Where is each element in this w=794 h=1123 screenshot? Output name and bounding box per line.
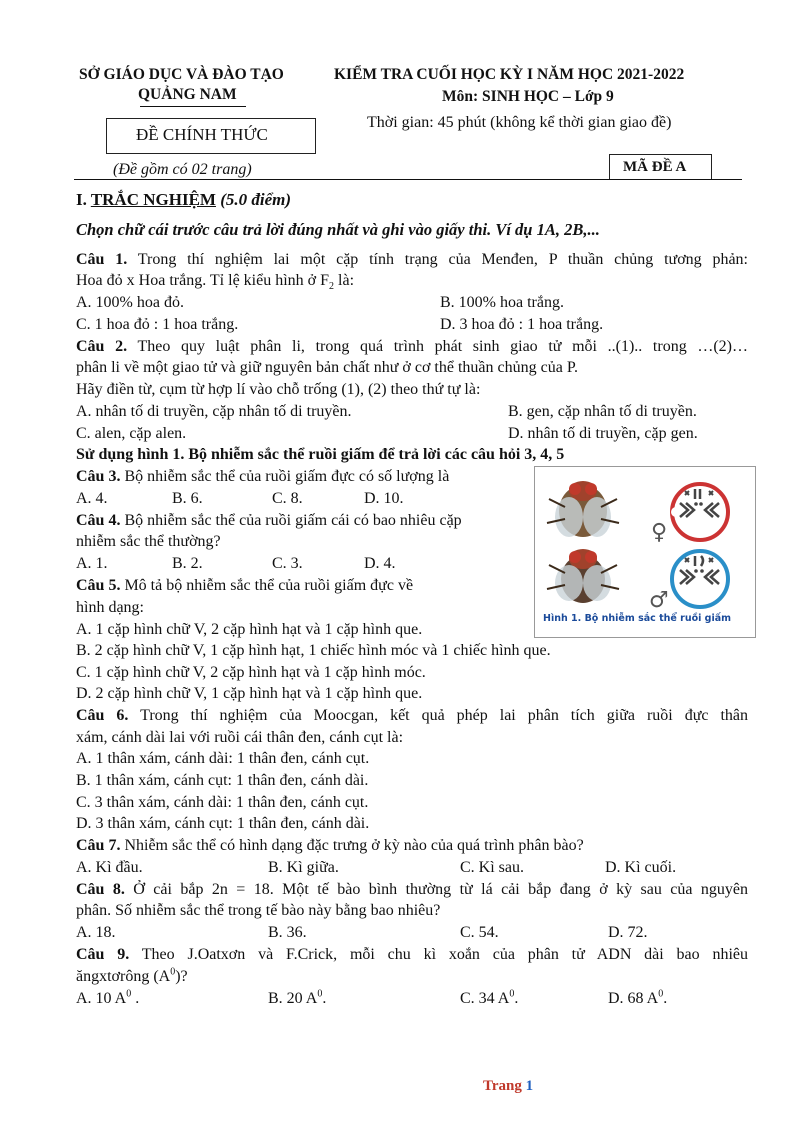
section-points: (5.0 điểm) xyxy=(215,190,292,209)
q9-option-d xyxy=(608,988,667,1009)
q1-option-c: C. 1 hoa đỏ : 1 hoa trắng. xyxy=(76,316,239,333)
q1-line1 xyxy=(76,249,748,270)
q3-option-b: B. 6. xyxy=(172,490,203,507)
q9-line2 xyxy=(76,966,188,987)
q9-a-sup: 0 xyxy=(126,988,132,1000)
q9-text: Theo J.Oatxơn và F.Crick, mỗi chu kì xoắn của phân tử ADN dài bao nhiêu xyxy=(129,946,749,963)
q7-line xyxy=(76,835,584,856)
figure-caption: Hình 1. Bộ nhiễm sắc thể ruồi giấm xyxy=(543,613,732,624)
dept-name: SỞ GIÁO DỤC VÀ ĐÀO TẠO xyxy=(79,66,284,83)
q9-b-end: . xyxy=(322,990,327,1007)
q5-option-b: B. 2 cặp hình chữ V, 1 cặp hình hạt, 1 chiếc hình móc và 1 chiếc hình que. xyxy=(76,642,551,659)
header-underline xyxy=(140,106,246,107)
q4-text: Bộ nhiễm sắc thể của ruồi giấm cái có bao nhiêu cặp xyxy=(120,512,462,529)
q9-d-end: . xyxy=(663,990,668,1007)
q2-line2: phân li về một giao tử và giữ nguyên bản chất như ở cơ thể thuần chủng của P. xyxy=(76,359,578,376)
q5-line2: hình dạng: xyxy=(76,599,144,616)
q5-line1 xyxy=(76,575,413,596)
q3-option-d: D. 10. xyxy=(364,490,404,507)
q7-option-a: A. Kì đầu. xyxy=(76,859,143,876)
q9-c-sup: 0 xyxy=(509,988,515,1000)
figure-intro: Sử dụng hình 1. Bộ nhiễm sắc thể ruồi giấm để trả lời các câu hỏi 3, 4, 5 xyxy=(76,446,565,463)
fly-chromosome-figure xyxy=(535,467,755,637)
province-name: QUẢNG NAM xyxy=(138,86,237,103)
instruction: Chọn chữ cái trước câu trả lời đúng nhất và ghi vào giấy thi. Ví dụ 1A, 2B,... xyxy=(76,220,600,239)
q2-option-c: C. alen, cặp alen. xyxy=(76,425,187,442)
q8-option-a: A. 18. xyxy=(76,924,116,941)
q4-option-d: D. 4. xyxy=(364,555,396,572)
exam-subject: Môn: SINH HỌC – Lớp 9 xyxy=(442,88,614,105)
q7-label: Câu 7. xyxy=(76,837,121,854)
header-rule xyxy=(74,179,742,180)
q2-text: Theo quy luật phân li, trong quá trình phát sinh giao tử mỗi ..(1).. trong …(2)… xyxy=(127,338,749,355)
section-title xyxy=(76,189,291,210)
q4-line1 xyxy=(76,510,462,531)
q1-line2 xyxy=(76,270,354,291)
q5-text: Mô tả bộ nhiễm sắc thể của ruồi giấm đực về xyxy=(120,577,414,594)
pages-note: (Đề gồm có 02 trang) xyxy=(113,161,252,178)
q3-label: Câu 3. xyxy=(76,468,121,485)
q8-option-b: B. 36. xyxy=(268,924,307,941)
q6-line1 xyxy=(76,705,748,726)
q9-c-text: C. 34 A xyxy=(460,990,510,1007)
q2-option-b: B. gen, cặp nhân tố di truyền. xyxy=(508,403,697,420)
female-symbol: ♀ xyxy=(651,520,668,545)
q8-text: Ở cải bắp 2n = 18. Một tế bào bình thường từ lá cải bắp đang ở kỳ sau của nguyên xyxy=(124,881,749,898)
page-number: 1 xyxy=(525,1078,534,1094)
section-prefix: I. xyxy=(76,190,91,209)
q6-text: Trong thí nghiệm của Moocgan, kết quả phép lai phân tích giữa ruồi đực thân xyxy=(128,707,748,724)
female-chromosome-set xyxy=(671,484,728,540)
q4-line2: nhiễm sắc thể thường? xyxy=(76,533,221,550)
q8-line1 xyxy=(76,879,748,900)
q2-label: Câu 2. xyxy=(76,338,128,355)
q9-c-end: . xyxy=(514,990,519,1007)
section-main: TRẮC NGHIỆM xyxy=(90,190,216,209)
q2-line3: Hãy điền từ, cụm từ hợp lí vào chỗ trống (1), (2) theo thứ tự là: xyxy=(76,381,481,398)
male-fly xyxy=(547,549,619,603)
q2-line1 xyxy=(76,336,748,357)
q7-text: Nhiễm sắc thể có hình dạng đặc trưng ở kỳ nào của quá trình phân bào? xyxy=(120,837,584,854)
q3-option-c: C. 8. xyxy=(272,490,303,507)
q5-option-c: C. 1 cặp hình chữ V, 2 cặp hình hạt và 1 cặp hình móc. xyxy=(76,664,426,681)
q2-option-a: A. nhân tố di truyền, cặp nhân tố di truyền. xyxy=(76,403,352,420)
q8-line2: phân. Số nhiễm sắc thể trong tế bào này bằng bao nhiêu? xyxy=(76,902,441,919)
q1-option-a: A. 100% hoa đỏ. xyxy=(76,294,184,311)
q9-b-text: B. 20 A xyxy=(268,990,318,1007)
q6-option-b: B. 1 thân xám, cánh cụt: 1 thân đen, cánh dài. xyxy=(76,772,369,789)
q1-option-b: B. 100% hoa trắng. xyxy=(440,294,564,311)
q7-option-c: C. Kì sau. xyxy=(460,859,524,876)
q5-option-d: D. 2 cặp hình chữ V, 1 cặp hình hạt và 1 cặp hình que. xyxy=(76,685,423,702)
official-label: ĐỀ CHÍNH THỨC xyxy=(136,125,268,144)
q1-line2-end: là: xyxy=(334,272,355,289)
page-footer xyxy=(483,1076,533,1097)
q8-option-c: C. 54. xyxy=(460,924,499,941)
q2-option-d: D. nhân tố di truyền, cặp gen. xyxy=(508,425,698,442)
q1-subscript: 2 xyxy=(329,281,335,293)
q4-option-b: B. 2. xyxy=(172,555,203,572)
q9-d-text: D. 68 A xyxy=(608,990,659,1007)
q7-option-b: B. Kì giữa. xyxy=(268,859,339,876)
q5-label: Câu 5. xyxy=(76,577,121,594)
page-word: Trang xyxy=(483,1078,522,1094)
q9-option-c xyxy=(460,988,518,1009)
q9-label: Câu 9. xyxy=(76,946,130,963)
q1-option-d: D. 3 hoa đỏ : 1 hoa trắng. xyxy=(440,316,604,333)
q1-label: Câu 1. xyxy=(76,251,128,268)
q9-b-sup: 0 xyxy=(317,988,323,1000)
q4-label: Câu 4. xyxy=(76,512,121,529)
q9-option-a xyxy=(76,988,139,1009)
q3-option-a: A. 4. xyxy=(76,490,108,507)
figure-box xyxy=(534,466,756,638)
q9-a-end: . xyxy=(131,990,140,1007)
q9-line2-sup: 0 xyxy=(170,966,176,978)
q5-option-a: A. 1 cặp hình chữ V, 2 cặp hình hạt và 1 cặp hình que. xyxy=(76,621,423,638)
male-symbol: ♂ xyxy=(649,588,669,613)
q9-option-b xyxy=(268,988,326,1009)
q3-line xyxy=(76,466,449,487)
exam-title: KIỂM TRA CUỐI HỌC KỲ I NĂM HỌC 2021-2022 xyxy=(334,66,685,83)
male-chromosome-set xyxy=(672,551,728,607)
q9-line1 xyxy=(76,944,748,965)
q6-line2: xám, cánh dài lai với ruồi cái thân đen, cánh cụt là: xyxy=(76,729,404,746)
q6-label: Câu 6. xyxy=(76,707,129,724)
q6-option-c: C. 3 thân xám, cánh dài: 1 thân đen, cánh cụt. xyxy=(76,794,369,811)
q6-option-d: D. 3 thân xám, cánh cụt: 1 thân đen, cánh dài. xyxy=(76,815,370,832)
q9-line2-end: )? xyxy=(175,968,188,985)
q9-line2-text: ăngxtơrông (A xyxy=(76,968,171,985)
exam-time: Thời gian: 45 phút (không kể thời gian giao đề) xyxy=(367,114,672,131)
q1-text: Trong thí nghiệm lai một cặp tính trạng của Menđen, P thuần chủng tương phản: xyxy=(127,251,749,268)
q3-text: Bộ nhiễm sắc thể của ruồi giấm đực có số lượng là xyxy=(120,468,450,485)
q8-label: Câu 8. xyxy=(76,881,125,898)
q7-option-d: D. Kì cuối. xyxy=(605,859,677,876)
q4-option-a: A. 1. xyxy=(76,555,108,572)
exam-code: MÃ ĐỀ A xyxy=(623,159,687,175)
q9-a-text: A. 10 A xyxy=(76,990,127,1007)
q9-d-sup: 0 xyxy=(658,988,664,1000)
q8-option-d: D. 72. xyxy=(608,924,648,941)
q1-line2-text: Hoa đỏ x Hoa trắng. Tỉ lệ kiểu hình ở F xyxy=(76,272,330,289)
q4-option-c: C. 3. xyxy=(272,555,303,572)
female-fly xyxy=(547,481,619,537)
q6-option-a: A. 1 thân xám, cánh dài: 1 thân đen, cánh cụt. xyxy=(76,750,370,767)
